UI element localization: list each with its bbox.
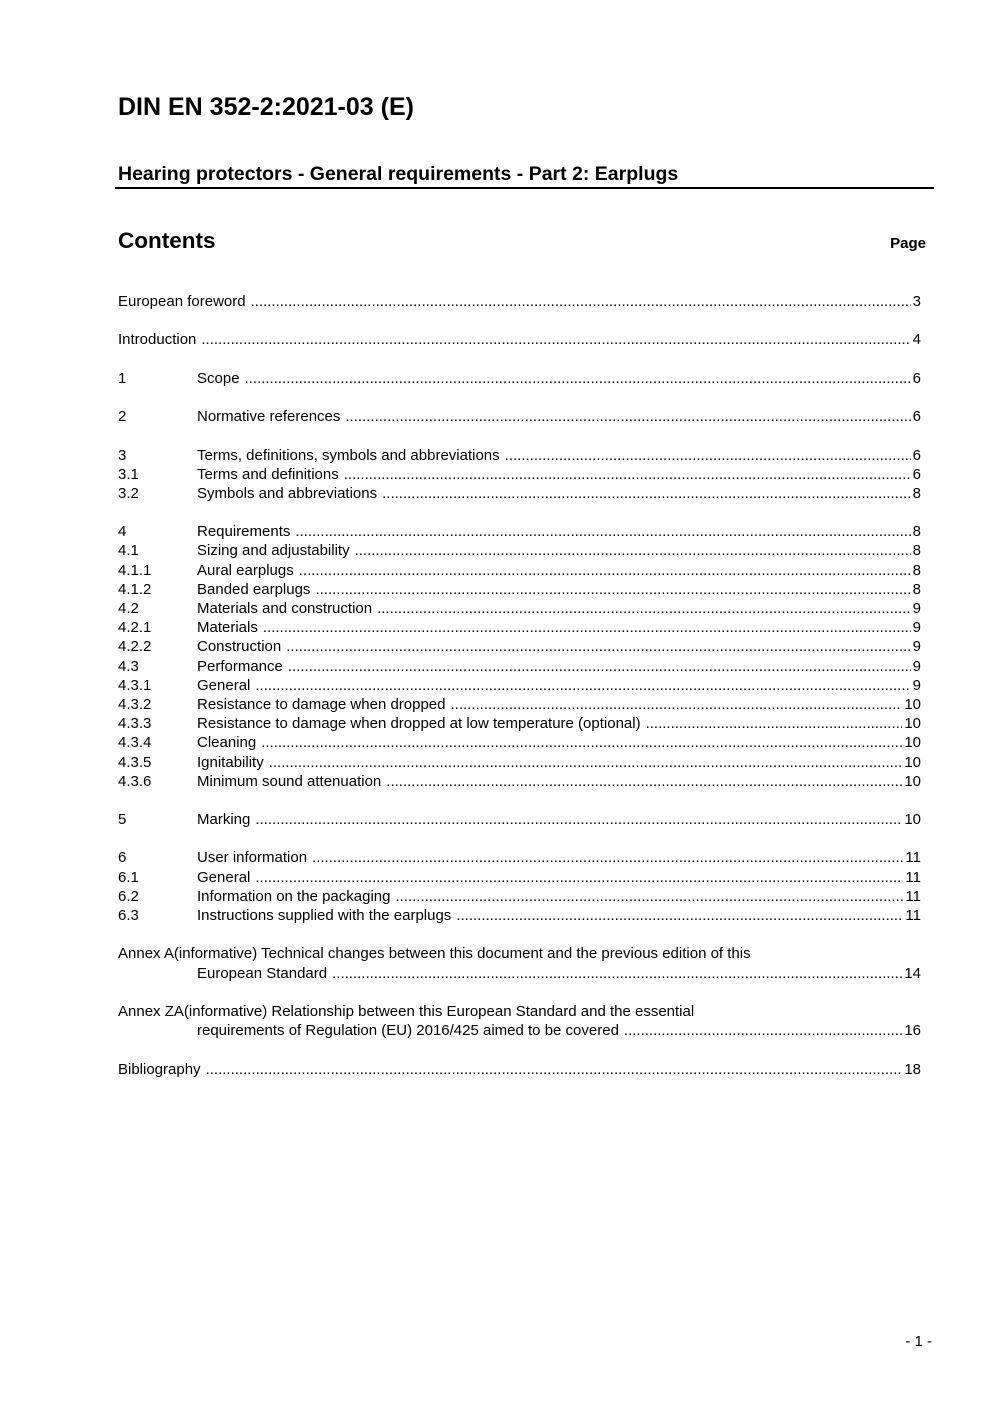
toc-entry-4-3-5[interactable] — [118, 753, 921, 772]
toc-leader — [255, 676, 910, 695]
toc-entry-title: Introduction — [118, 331, 197, 349]
toc-entry-4-2[interactable] — [118, 599, 921, 618]
toc-leader — [288, 657, 911, 676]
toc-entry-title: General — [197, 676, 251, 694]
toc-entry-4[interactable] — [118, 522, 921, 541]
toc-entry-page: 8 — [912, 561, 921, 579]
toc-entry-title: Annex ZA(informative) Relationship between this European Standard and the essential — [118, 1002, 695, 1020]
toc-entry-page: 11 — [905, 868, 921, 886]
toc-entry-title: Performance — [197, 657, 283, 675]
toc-leader — [261, 733, 902, 752]
toc-annex-za-heading[interactable] — [118, 1002, 921, 1021]
toc-entry-page: 11 — [905, 907, 921, 924]
toc-entry-title: Cleaning — [197, 734, 257, 752]
toc-entry-number: 4.3.1 — [118, 676, 152, 694]
toc-entry-4-1-1[interactable] — [118, 561, 921, 580]
toc-entry-title: European Standard — [197, 964, 328, 982]
document-title: DIN EN 352-2:2021-03 (E) — [118, 93, 414, 121]
toc-entry-number: 6 — [118, 849, 127, 867]
toc-entry-page: 14 — [904, 964, 921, 982]
toc-entry-title: Scope — [197, 369, 240, 387]
toc-entry-number: 1 — [118, 369, 127, 387]
toc-entry-number: 6.3 — [118, 907, 139, 924]
toc-entry-page: 9 — [912, 600, 921, 617]
toc-entry-number: 2 — [118, 408, 127, 426]
toc-entry-page: 10 — [904, 772, 921, 790]
toc-entry-page: 9 — [912, 619, 921, 637]
toc-leader — [355, 541, 911, 560]
toc-entry-page: 3 — [912, 293, 921, 310]
toc-entry-page: 9 — [912, 676, 921, 694]
toc-leader — [315, 580, 910, 599]
toc-leader — [255, 868, 903, 887]
toc-leader — [377, 599, 911, 618]
toc-entry-page: 9 — [912, 638, 921, 656]
toc-entry-title: European foreword — [118, 293, 246, 310]
toc-entry-number: 6.2 — [118, 887, 139, 905]
toc-entry-number: 3.2 — [118, 484, 139, 502]
toc-entry-foreword[interactable] — [118, 292, 921, 311]
toc-entry-page: 6 — [912, 446, 921, 464]
toc-entry-page: 18 — [904, 1060, 921, 1078]
toc-entry-title: Banded earplugs — [197, 580, 311, 598]
toc-annex-a-continuation[interactable] — [118, 964, 921, 983]
toc-entry-title: requirements of Regulation (EU) 2016/425 aimed to be covered — [197, 1022, 619, 1040]
toc-entry-number: 4.2.1 — [118, 619, 152, 637]
toc-leader — [245, 369, 911, 388]
toc-entry-title: Information on the packaging — [197, 887, 391, 905]
toc-entry-number: 4.1 — [118, 542, 139, 560]
toc-entry-number: 4.3.2 — [118, 695, 152, 713]
toc-entry-1[interactable] — [118, 369, 921, 388]
toc-entry-title: Resistance to damage when dropped at low temperature (optional) — [197, 715, 641, 733]
toc-leader — [345, 407, 910, 426]
toc-leader — [312, 848, 903, 867]
toc-entry-3-2[interactable] — [118, 484, 921, 503]
toc-entry-page: 8 — [912, 523, 921, 541]
toc-entry-title: Symbols and abbreviations — [197, 484, 378, 502]
toc-entry-5[interactable] — [118, 810, 921, 829]
toc-entry-title: Minimum sound attenuation — [197, 772, 382, 790]
toc-entry-page: 6 — [912, 369, 921, 387]
toc-entry-title: Terms and definitions — [197, 465, 339, 483]
toc-entry-title: Bibliography — [118, 1060, 201, 1078]
toc-leader — [255, 810, 902, 829]
toc-entry-title: Ignitability — [197, 753, 264, 771]
toc-leader — [382, 484, 911, 503]
toc-entry-4-2-1[interactable] — [118, 618, 921, 637]
toc-entry-4-3-6[interactable] — [118, 772, 921, 791]
toc-leader — [451, 695, 903, 714]
toc-entry-page: 4 — [912, 331, 921, 349]
toc-entry-2[interactable] — [118, 407, 921, 426]
toc-leader — [206, 1060, 903, 1079]
table-of-contents — [118, 292, 921, 1079]
page-number: - 1 - — [905, 1333, 932, 1350]
toc-entry-number: 4.2.2 — [118, 638, 152, 656]
toc-entry-number: 3.1 — [118, 465, 139, 483]
toc-entry-number: 4.3.4 — [118, 734, 152, 752]
toc-leader — [201, 330, 910, 349]
toc-entry-4-3-3[interactable] — [118, 714, 921, 733]
toc-entry-number: 6.1 — [118, 868, 139, 886]
toc-leader — [344, 465, 911, 484]
toc-entry-title: Resistance to damage when dropped — [197, 695, 446, 713]
toc-entry-page: 10 — [904, 811, 921, 829]
toc-entry-title: Aural earplugs — [197, 561, 294, 579]
toc-leader — [646, 714, 903, 733]
toc-entry-4-1-2[interactable] — [118, 580, 921, 599]
toc-leader — [386, 772, 902, 791]
toc-entry-number: 4.3 — [118, 657, 139, 675]
toc-entry-title: Annex A(informative) Technical changes between this document and the previous edition of this — [118, 945, 751, 963]
toc-entry-title: Marking — [197, 811, 251, 829]
toc-entry-4-3-4[interactable] — [118, 733, 921, 752]
toc-entry-title: Materials and construction — [197, 600, 373, 617]
toc-leader — [456, 906, 903, 925]
toc-leader — [624, 1021, 902, 1040]
toc-entry-page: 10 — [904, 695, 921, 713]
toc-entry-number: 4.3.5 — [118, 753, 152, 771]
toc-entry-6[interactable] — [118, 848, 921, 867]
toc-entry-4-2-2[interactable] — [118, 637, 921, 656]
toc-entry-page: 8 — [912, 484, 921, 502]
toc-entry-4-1[interactable] — [118, 541, 921, 560]
toc-leader — [269, 753, 903, 772]
toc-leader — [395, 887, 903, 906]
toc-entry-6-3[interactable] — [118, 906, 921, 925]
toc-entry-page: 8 — [912, 542, 921, 560]
toc-entry-number: 3 — [118, 446, 127, 464]
toc-leader — [251, 292, 911, 311]
toc-annex-a-heading[interactable] — [118, 944, 921, 963]
toc-entry-title: Construction — [197, 638, 282, 656]
toc-entry-title: Materials — [197, 619, 258, 637]
toc-entry-introduction[interactable] — [118, 330, 921, 349]
toc-entry-page: 16 — [904, 1022, 921, 1040]
toc-entry-number: 4.3.6 — [118, 772, 152, 790]
toc-entry-page: 10 — [904, 734, 921, 752]
toc-entry-title: Normative references — [197, 408, 341, 426]
toc-entry-page: 11 — [905, 887, 921, 905]
toc-leader — [332, 964, 902, 983]
contents-heading: Contents — [118, 228, 216, 253]
toc-leader — [295, 522, 910, 541]
toc-entry-title: User information — [197, 849, 308, 867]
toc-entry-number: 4.1.2 — [118, 580, 152, 598]
toc-leader — [263, 618, 911, 637]
page-column-heading: Page — [890, 235, 926, 252]
toc-entry-page: 6 — [912, 408, 921, 426]
toc-entry-page: 9 — [912, 657, 921, 675]
toc-entry-4-3-1[interactable] — [118, 676, 921, 695]
toc-entry-page: 11 — [905, 849, 921, 867]
toc-entry-page: 6 — [912, 465, 921, 483]
toc-entry-title: Terms, definitions, symbols and abbreviations — [197, 446, 500, 464]
title-underline — [115, 187, 934, 189]
toc-entry-6-1[interactable] — [118, 868, 921, 887]
toc-entry-page: 10 — [904, 715, 921, 733]
toc-entry-6-2[interactable] — [118, 887, 921, 906]
toc-entry-title: Instructions supplied with the earplugs — [197, 907, 452, 924]
toc-entry-title: Sizing and adjustability — [197, 542, 350, 560]
toc-entry-4-3[interactable] — [118, 657, 921, 676]
toc-entry-number: 4.3.3 — [118, 715, 152, 733]
toc-leader — [286, 637, 910, 656]
toc-entry-title: General — [197, 868, 251, 886]
toc-entry-number: 4 — [118, 523, 127, 541]
document-subtitle: Hearing protectors - General requirements - Part 2: Earplugs — [118, 163, 679, 185]
toc-entry-bibliography[interactable] — [118, 1060, 921, 1079]
toc-entry-3[interactable] — [118, 446, 921, 465]
toc-annex-za-continuation[interactable] — [118, 1021, 921, 1040]
toc-entry-4-3-2[interactable] — [118, 695, 921, 714]
toc-leader — [299, 561, 911, 580]
toc-entry-number: 5 — [118, 811, 127, 829]
toc-entry-page: 8 — [912, 580, 921, 598]
toc-entry-number: 4.2 — [118, 600, 139, 617]
toc-leader — [505, 446, 911, 465]
toc-entry-page: 10 — [904, 753, 921, 771]
toc-entry-number: 4.1.1 — [118, 561, 152, 579]
toc-entry-3-1[interactable] — [118, 465, 921, 484]
toc-entry-title: Requirements — [197, 523, 291, 541]
